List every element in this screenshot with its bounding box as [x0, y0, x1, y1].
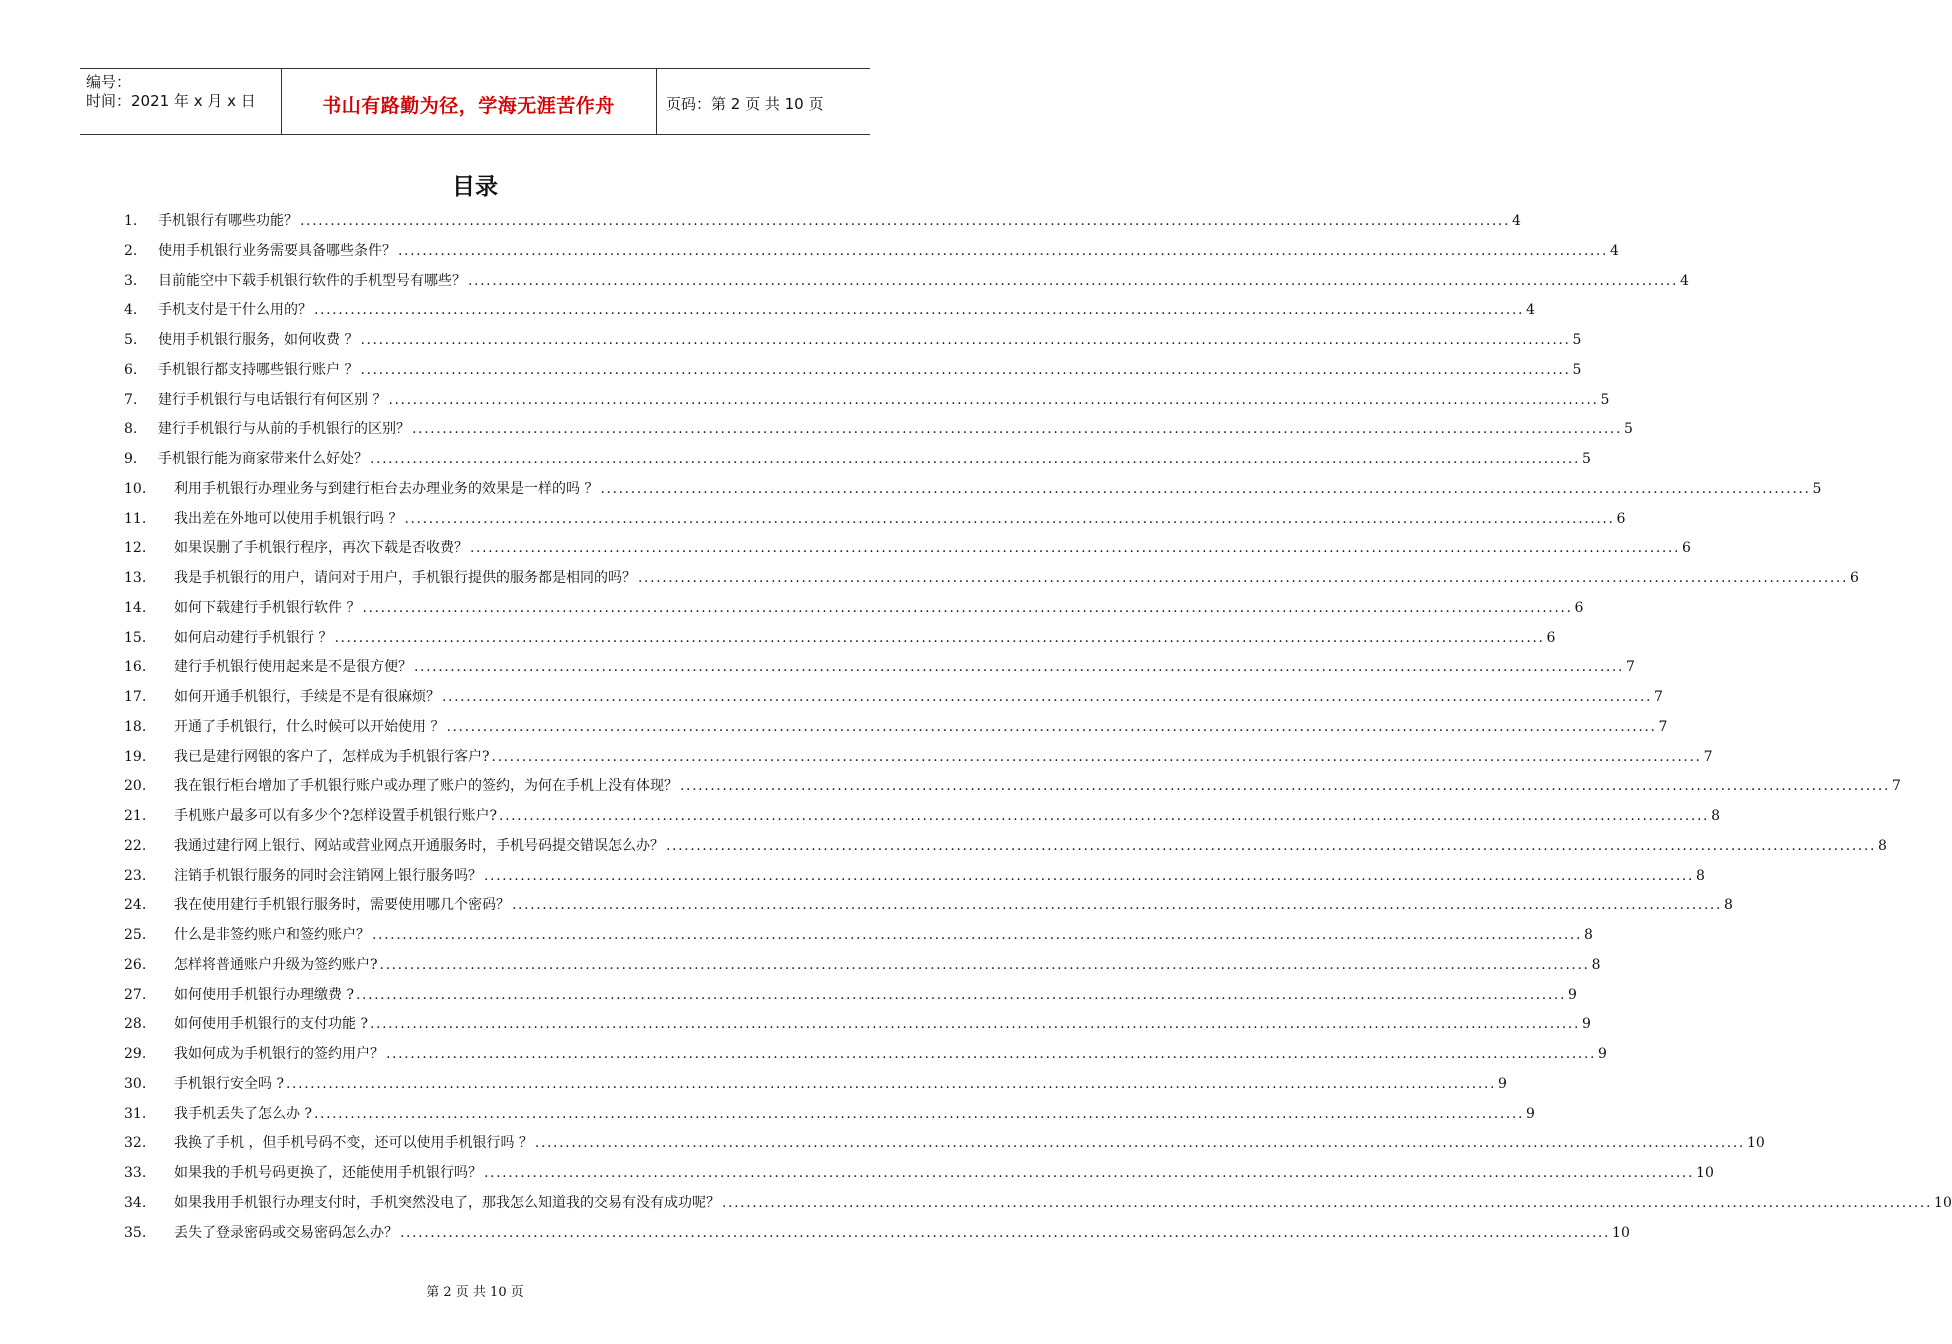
toc-entry-page: 4	[1680, 272, 1689, 289]
number-label: 编号：	[86, 73, 132, 91]
toc-entry[interactable]	[124, 534, 1691, 564]
toc-entry[interactable]	[124, 415, 1633, 445]
toc-entry-number: 19.	[124, 748, 147, 765]
toc-entry-title: 我是手机银行的用户，请问对于用户，手机银行提供的服务都是相同的吗？	[174, 570, 636, 586]
toc-entry[interactable]	[124, 326, 1582, 356]
toc-entry[interactable]	[124, 1010, 1591, 1040]
toc-entry-page: 5	[1582, 451, 1591, 467]
toc-entry[interactable]	[124, 802, 1720, 832]
toc-entry-title: 注销手机银行服务的同时会注销网上银行服务吗？	[174, 867, 482, 884]
toc-leader-dots: ........................................................................................................................................................................................................	[722, 1194, 1933, 1211]
toc-entry-page: 7	[1892, 778, 1901, 795]
toc-entry-page: 6	[1546, 629, 1556, 646]
toc-entry-title: 使用手机银行业务需要具备哪些条件？	[158, 242, 396, 259]
toc-entry-number: 1.	[124, 213, 138, 229]
toc-entry-title: 目前能空中下载手机银行软件的手机型号有哪些？	[158, 272, 466, 289]
header-motto: 书山有路勤为径，学海无涯苦作舟	[322, 95, 615, 117]
toc-entry-page: 9	[1498, 1075, 1507, 1092]
toc-leader-dots: ........................................................................................................................................................................................................	[285, 1075, 1497, 1092]
toc-entry-page: 8	[1591, 956, 1601, 973]
toc-entry-title: 如果我用手机银行办理支付时，手机突然没电了，那我怎么知道我的交易有没有成功呢？	[174, 1194, 720, 1211]
toc-entry-page: 8	[1584, 927, 1593, 943]
toc-entry-page: 6	[1682, 540, 1691, 557]
toc-leader-dots: ........................................................................................................................................................................................................	[638, 570, 1849, 586]
toc-entry-title: 如何启动建行手机银行 ？	[174, 629, 333, 646]
toc-leader-dots: ........................................................................................................................................................................................................	[355, 986, 1567, 1003]
toc-entry-page: 4	[1512, 213, 1521, 229]
toc-leader-dots: ........................................................................................................................................................................................................	[484, 1165, 1695, 1181]
toc-entry-page: 9	[1598, 1046, 1607, 1062]
toc-leader-dots: ........................................................................................................................................................................................................	[499, 808, 1710, 824]
header-meta	[86, 73, 256, 111]
toc-leader-dots: ........................................................................................................................................................................................................	[388, 391, 1599, 408]
toc-entry[interactable]	[124, 1040, 1607, 1070]
toc-entry-number: 23.	[124, 867, 147, 884]
toc-entry-page: 6	[1850, 570, 1859, 586]
toc-entry[interactable]	[124, 1070, 1507, 1100]
toc-entry[interactable]	[124, 296, 1535, 326]
toc-entry-number: 33.	[124, 1165, 147, 1181]
toc-entry[interactable]	[124, 1189, 1952, 1219]
toc-entry-title: 手机银行能为商家带来什么好处？	[158, 451, 368, 467]
toc-leader-dots: ........................................................................................................................................................................................................	[386, 1046, 1597, 1062]
toc-entry[interactable]	[124, 772, 1901, 802]
toc-entry-title: 我换了手机 ，但手机号码不变，还可以使用手机银行吗 ？	[174, 1135, 533, 1152]
toc-leader-dots: ........................................................................................................................................................................................................	[360, 332, 1571, 348]
toc-entry-page: 4	[1526, 302, 1535, 319]
toc-entry-number: 26.	[124, 956, 147, 973]
toc-entry-page: 10	[1696, 1165, 1714, 1181]
toc-entry-title: 如果我的手机号码更换了，还能使用手机银行吗？	[174, 1165, 482, 1181]
toc-entry-number: 32.	[124, 1135, 147, 1152]
toc-entry-title: 使用手机银行服务，如何收费 ？	[158, 332, 359, 348]
toc-entry-number: 10.	[124, 480, 147, 497]
toc-entry[interactable]	[124, 653, 1635, 683]
toc-entry-number: 3.	[124, 272, 138, 289]
toc-entry-number: 20.	[124, 778, 147, 795]
toc-entry-number: 4.	[124, 302, 138, 319]
toc-entry-number: 16.	[124, 659, 147, 676]
toc-entry-page: 10	[1746, 1135, 1765, 1152]
header-divider	[656, 69, 657, 134]
toc-entry[interactable]	[124, 564, 1859, 594]
toc-title: 目录	[452, 174, 498, 200]
toc-entry-title: 我手机丢失了怎么办 ?	[174, 1105, 312, 1122]
toc-entry-number: 24.	[124, 897, 147, 914]
header-page-info: 页码：第 2 页 共 10 页	[666, 95, 824, 113]
toc-entry-title: 我出差在外地可以使用手机银行吗 ？	[174, 510, 403, 527]
toc-leader-dots: ........................................................................................................................................................................................................	[534, 1135, 1745, 1152]
toc-entry-title: 丢失了登录密码或交易密码怎么办？	[174, 1224, 398, 1241]
toc-leader-dots: ........................................................................................................................................................................................................	[398, 242, 1609, 259]
toc-entry-number: 14.	[124, 599, 147, 616]
toc-entry[interactable]	[124, 921, 1593, 951]
toc-entry-page: 5	[1624, 421, 1633, 438]
toc-entry[interactable]	[124, 505, 1626, 535]
toc-leader-dots: ........................................................................................................................................................................................................	[470, 540, 1681, 557]
toc-entry-title: 如何使用手机银行的支付功能 ?	[174, 1016, 368, 1033]
toc-entry-title: 手机银行有哪些功能？	[158, 213, 298, 229]
toc-entry-title: 开通了手机银行，什么时候可以开始使用 ？	[174, 718, 445, 735]
toc-entry-number: 9.	[124, 451, 138, 467]
toc-entry-number: 28.	[124, 1016, 147, 1033]
toc-entry-title: 如果误删了手机银行程序，再次下载是否收费？	[174, 540, 468, 557]
toc-entry-number: 5.	[124, 332, 138, 348]
toc-entry-page: 7	[1703, 748, 1713, 765]
toc-leader-dots: ........................................................................................................................................................................................................	[300, 213, 1511, 229]
toc-entry[interactable]	[124, 1129, 1765, 1159]
toc-entry-title: 什么是非签约账户和签约账户？	[174, 927, 370, 943]
toc-leader-dots: ........................................................................................................................................................................................................	[468, 272, 1679, 289]
toc-leader-dots: ........................................................................................................................................................................................................	[400, 1224, 1611, 1241]
toc-entry-page: 5	[1600, 391, 1610, 408]
toc-entry-number: 30.	[124, 1075, 147, 1092]
toc-leader-dots: ........................................................................................................................................................................................................	[370, 451, 1581, 467]
toc-entry-page: 5	[1812, 480, 1822, 497]
toc-entry-number: 8.	[124, 421, 138, 438]
toc-leader-dots: ........................................................................................................................................................................................................	[484, 867, 1695, 884]
toc-entry-number: 34.	[124, 1194, 147, 1211]
toc-entry[interactable]	[124, 624, 1556, 654]
page-footer: 第 2 页 共 10 页	[426, 1285, 524, 1300]
toc-leader-dots: ........................................................................................................................................................................................................	[314, 302, 1525, 319]
toc-entry-title: 利用手机银行办理业务与到建行柜台去办理业务的效果是一样的吗 ？	[174, 480, 599, 497]
toc-entry-title: 我通过建行网上银行、网站或营业网点开通服务时，手机号码提交错误怎么办？	[174, 837, 664, 854]
toc-entry-number: 31.	[124, 1105, 147, 1122]
toc-entry-page: 8	[1711, 808, 1720, 824]
toc-leader-dots: ........................................................................................................................................................................................................	[362, 599, 1573, 616]
toc-entry-title: 我在使用建行手机银行服务时，需要使用哪几个密码？	[174, 897, 510, 914]
toc-entry-number: 17.	[124, 689, 147, 705]
toc-entry-page: 4	[1610, 242, 1619, 259]
toc-entry-number: 27.	[124, 986, 147, 1003]
toc-entry-page: 8	[1878, 837, 1887, 854]
toc-leader-dots: ........................................................................................................................................................................................................	[414, 659, 1625, 676]
toc-entry[interactable]	[124, 683, 1663, 713]
toc-entry-title: 建行手机银行与电话银行有何区别 ？	[158, 391, 387, 408]
toc-entry-page: 8	[1696, 867, 1705, 884]
toc-entry-title: 建行手机银行与从前的手机银行的区别？	[158, 421, 410, 438]
toc-entry[interactable]	[124, 237, 1619, 267]
toc-leader-dots: ........................................................................................................................................................................................................	[372, 927, 1583, 943]
toc-leader-dots: ........................................................................................................................................................................................................	[600, 480, 1811, 497]
toc-entry[interactable]	[124, 981, 1577, 1011]
toc-entry[interactable]	[124, 713, 1668, 743]
toc-entry[interactable]	[124, 267, 1689, 297]
toc-entry-page: 9	[1582, 1016, 1591, 1033]
toc-leader-dots: ........................................................................................................................................................................................................	[512, 897, 1723, 914]
toc-entry-title: 手机银行安全吗 ?	[174, 1075, 284, 1092]
toc-entry-number: 25.	[124, 927, 147, 943]
toc-entry-page: 7	[1626, 659, 1635, 676]
toc-entry-page: 6	[1616, 510, 1626, 527]
toc-leader-dots: ........................................................................................................................................................................................................	[491, 748, 1702, 765]
toc-entry[interactable]	[124, 743, 1713, 773]
toc-entry-number: 35.	[124, 1224, 147, 1241]
toc-entry[interactable]	[124, 207, 1521, 237]
toc-entry[interactable]	[124, 1100, 1535, 1130]
toc-entry-page: 7	[1658, 718, 1668, 735]
toc-entry-title: 手机账户最多可以有多少个?怎样设置手机银行账户?	[174, 808, 498, 824]
toc-entry-title: 我在银行柜台增加了手机银行账户或办理了账户的签约，为何在手机上没有体现？	[174, 778, 678, 795]
toc-leader-dots: ........................................................................................................................................................................................................	[360, 361, 1571, 378]
toc-entry[interactable]	[124, 862, 1705, 892]
toc-entry[interactable]	[124, 951, 1601, 981]
toc-entry-title: 如何开通手机银行，手续是不是有很麻烦？	[174, 689, 440, 705]
toc-entry-page: 9	[1568, 986, 1577, 1003]
toc-entry-page: 10	[1934, 1194, 1952, 1211]
toc-entry-number: 13.	[124, 570, 147, 586]
toc-leader-dots: ........................................................................................................................................................................................................	[369, 1016, 1581, 1033]
toc-entry-number: 7.	[124, 391, 138, 408]
toc-entry-page: 5	[1572, 332, 1582, 348]
toc-list	[124, 207, 1952, 1248]
toc-leader-dots: ........................................................................................................................................................................................................	[379, 956, 1590, 973]
toc-entry-page: 6	[1574, 599, 1584, 616]
toc-entry-title: 手机银行都支持哪些银行账户 ？	[158, 361, 359, 378]
toc-entry-title: 建行手机银行使用起来是不是很方便？	[174, 659, 412, 676]
toc-leader-dots: ........................................................................................................................................................................................................	[446, 718, 1657, 735]
toc-leader-dots: ........................................................................................................................................................................................................	[412, 421, 1623, 438]
toc-entry-page: 5	[1572, 361, 1582, 378]
toc-entry[interactable]	[124, 386, 1610, 416]
toc-entry[interactable]	[124, 891, 1733, 921]
toc-entry-title: 我已是建行网银的客户了，怎样成为手机银行客户?	[174, 748, 490, 765]
toc-entry-number: 22.	[124, 837, 147, 854]
toc-entry-number: 21.	[124, 808, 147, 824]
time-label: 时间：2021 年 x 月 x 日	[86, 92, 256, 110]
toc-leader-dots: ........................................................................................................................................................................................................	[680, 778, 1891, 795]
toc-entry-page: 10	[1612, 1224, 1630, 1241]
toc-entry-number: 11.	[124, 510, 147, 527]
toc-leader-dots: ........................................................................................................................................................................................................	[313, 1105, 1525, 1122]
toc-entry-page: 9	[1526, 1105, 1535, 1122]
toc-entry-title: 如何下载建行手机银行软件 ？	[174, 599, 361, 616]
toc-entry-number: 2.	[124, 242, 138, 259]
page-header	[80, 68, 870, 135]
toc-entry[interactable]	[124, 445, 1591, 475]
toc-entry[interactable]	[124, 475, 1822, 505]
toc-entry-title: 我如何成为手机银行的签约用户？	[174, 1046, 384, 1062]
toc-entry-page: 7	[1654, 689, 1663, 705]
toc-entry-number: 12.	[124, 540, 147, 557]
toc-leader-dots: ........................................................................................................................................................................................................	[404, 510, 1615, 527]
toc-entry-title: 手机支付是干什么用的？	[158, 302, 312, 319]
toc-entry[interactable]	[124, 594, 1584, 624]
toc-leader-dots: ........................................................................................................................................................................................................	[334, 629, 1545, 646]
toc-entry[interactable]	[124, 356, 1582, 386]
toc-entry[interactable]	[124, 832, 1887, 862]
toc-entry-title: 如何使用手机银行办理缴费 ?	[174, 986, 354, 1003]
toc-leader-dots: ........................................................................................................................................................................................................	[442, 689, 1653, 705]
toc-entry-title: 怎样将普通账户升级为签约账户?	[174, 956, 378, 973]
toc-entry[interactable]	[124, 1159, 1714, 1189]
toc-entry-number: 29.	[124, 1046, 147, 1062]
toc-entry-number: 18.	[124, 718, 147, 735]
toc-entry-page: 8	[1724, 897, 1733, 914]
toc-entry-number: 6.	[124, 361, 138, 378]
toc-entry-number: 15.	[124, 629, 147, 646]
toc-entry[interactable]	[124, 1219, 1630, 1249]
toc-leader-dots: ........................................................................................................................................................................................................	[666, 837, 1877, 854]
